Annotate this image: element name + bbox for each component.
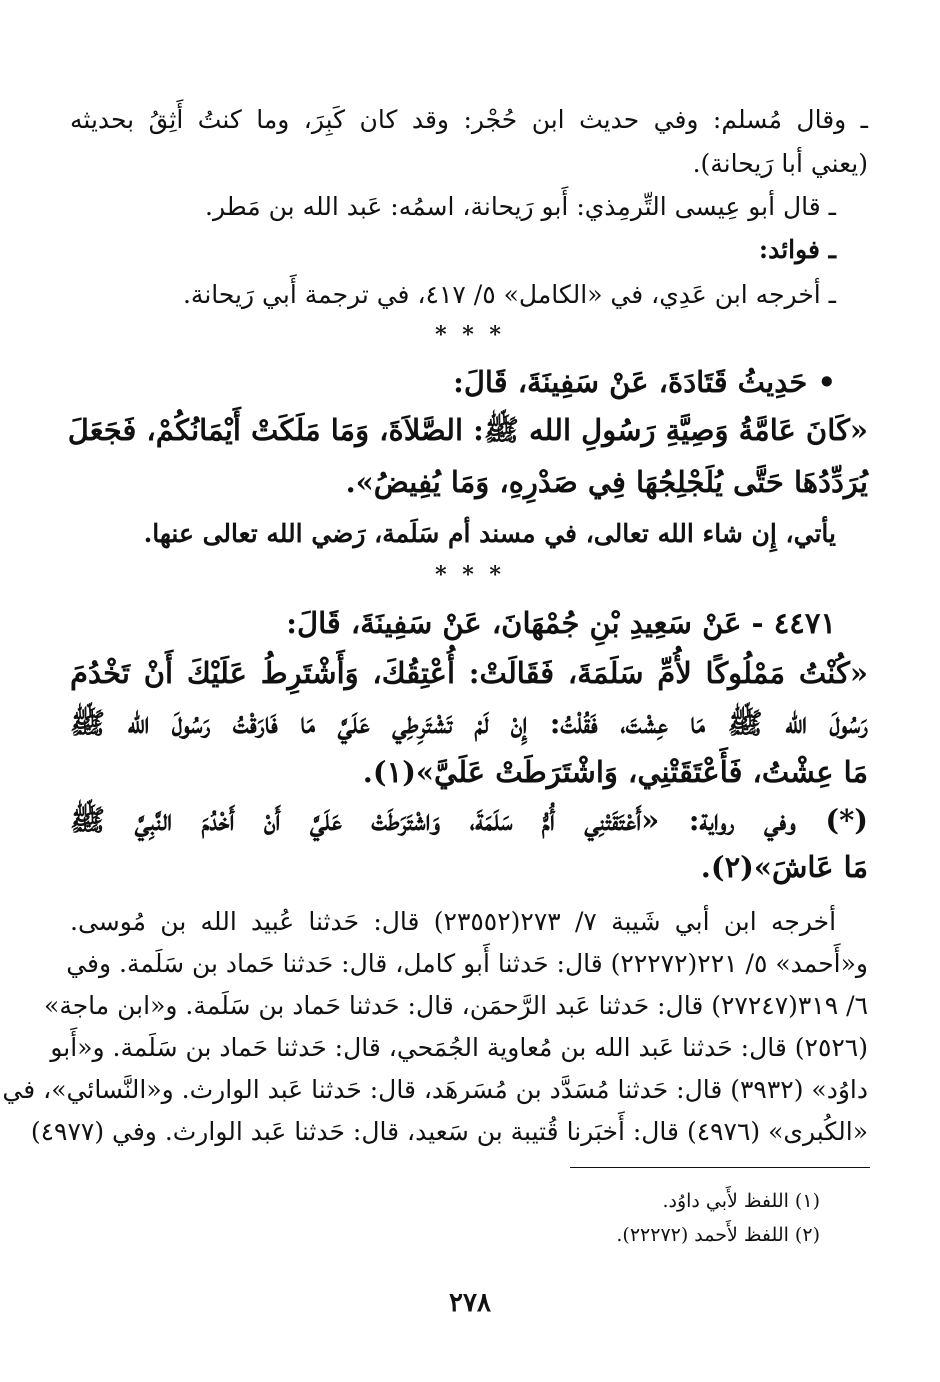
- footnote: (٢) اللفظ لأَحمد (٢٢٢٧٢).: [616, 1224, 820, 1246]
- takhrij-line: و«أَحمد» ٥/ ٢٢١(٢٢٢٧٢) قال: حَدثنا أَبو كامل، قال: حَدثنا حَماد بن سَلَمة. وفي: [66, 949, 868, 978]
- hadith-text: مَا عِشْتُ، فَأَعْتَقَتْنِي، وَاشْتَرَطَتْ عَلَيَّ»(١).: [362, 755, 868, 789]
- hadith-text: «كُنْتُ مَمْلُوكًا لأُمِّ سَلَمَةَ، فَقَالَتْ: أُعْتِقُكَ، وَأَشْتَرِطُ عَلَيْكَ أَنْ تَخْدُمَ: [70, 656, 868, 690]
- page-number: ٢٧٨: [449, 1288, 491, 1318]
- hadith-variant: (*) وفي رواية: «أَعْتَقَتْنِي أُمُّ سَلَمَةَ، وَاشْتَرَطَتْ عَلَيَّ أَنْ أَخْدُمَ النَّبِيَّ ﷺ: [70, 803, 869, 837]
- hadith-heading: ٤٤٧١ - عَنْ سَعِيدِ بْنِ جُمْهَانَ، عَنْ سَفِينَةَ، قَالَ:: [286, 606, 836, 640]
- takhrij-line: أخرجه ابن أبي شَيبة ٧/ ٢٧٣(٢٣٥٥٢) قال: حَدثنا عُبيد الله بن مُوسى.: [70, 907, 837, 936]
- footnote-divider: [570, 1167, 870, 1168]
- separator: * * *: [435, 322, 505, 348]
- text-line: ـ قال أبو عِيسى التِّرمِذي: أَبو رَيحانة، اسمُه: عَبد الله بن مَطر.: [205, 192, 836, 221]
- text-line: يأتي، إِن شاء الله تعالى، في مسند أم سَلَمة، رَضي الله تعالى عنها.: [143, 519, 836, 548]
- hadith-heading: • حَدِيثُ قَتَادَةَ، عَنْ سَفِينَةَ، قَالَ:: [453, 365, 836, 399]
- takhrij-line: «الكُبرى» (٤٩٧٦) قال: أَخبَرنا قُتيبة بن سَعيد، قال: حَدثنا عَبد الوارث. وفي (٤٩٧٧): [30, 1117, 868, 1146]
- hadith-text: يُرَدِّدُهَا حَتَّى يُلَجْلِجُهَا فِي صَدْرِهِ، وَمَا يُفِيضُ».: [345, 465, 868, 499]
- takhrij-line: داوُد» (٣٩٣٢) قال: حَدثنا مُسَدَّد بن مُسَرهَد، قال: حَدثنا عَبد الوارث. و«النَّسائي»، في: [2, 1075, 868, 1104]
- hadith-text: «كَانَ عَامَّةُ وَصِيَّةِ رَسُولِ الله ﷺ: الصَّلاَةَ، وَمَا مَلَكَتْ أَيْمَانُكُمْ، فَجَعَلَ: [67, 413, 868, 447]
- text-line: ـ وقال مُسلم: وفي حديث ابن حُجْر: وقد كان كَبِرَ، وما كنتُ أَثِقُ بحديثه: [70, 105, 868, 134]
- separator: * * *: [435, 562, 505, 588]
- text-line: (يعني أبا رَيحانة).: [692, 149, 868, 178]
- section-heading: ـ فوائد:: [758, 235, 836, 264]
- takhrij-line: (٢٥٢٦) قال: حَدثنا عَبد الله بن مُعاوية الجُمَحي، قال: حَدثنا حَماد بن سَلَمة. و«أَبو: [50, 1033, 868, 1062]
- hadith-text: رَسُولَ الله ﷺ مَا عِشْتَ، فَقُلْتُ: إِنْ لَمْ تَشْتَرِطِي عَلَيَّ مَا فَارَقْتُ رَسُولَ الله ﷺ: [70, 706, 868, 740]
- hadith-variant: مَا عَاشَ»(٢).: [700, 850, 868, 884]
- text-line: ـ أخرجه ابن عَدِي، في «الكامل» ٥/ ٤١٧، في ترجمة أَبي رَيحانة.: [182, 280, 836, 309]
- footnote: (١) اللفظ لأَبي داوُد.: [662, 1190, 820, 1212]
- takhrij-line: ٦/ ٣١٩(٢٧٢٤٧) قال: حَدثنا عَبد الرَّحمَن، قال: حَدثنا حَماد بن سَلَمة. و«ابن ماجة»: [44, 991, 868, 1020]
